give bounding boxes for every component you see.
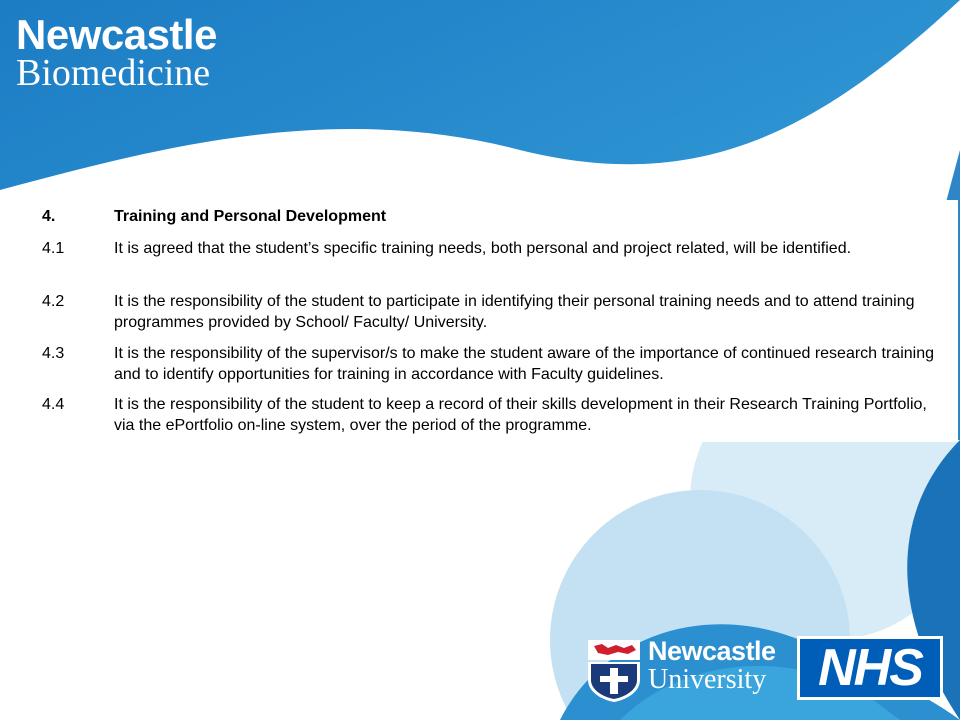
clause-number: 4.1 <box>42 240 65 257</box>
clause-number: 4.4 <box>42 396 65 413</box>
nhs-logo-text: NHS <box>800 639 940 697</box>
clause-text: It is agreed that the student’s specific training needs, both personal and project related, will be identified. <box>114 240 852 257</box>
content-panel <box>38 200 958 442</box>
nhs-logo <box>797 636 943 700</box>
brand-line-2: Biomedicine <box>16 52 211 94</box>
clause-number: 4.2 <box>42 293 65 310</box>
brand-line-1: Newcastle <box>16 11 217 58</box>
university-line-2: University <box>648 664 767 695</box>
section-number: 4. <box>42 208 56 225</box>
section-title: Training and Personal Development <box>114 208 387 225</box>
clause-text: It is the responsibility of the student to keep a record of their skills development in their Research Training Portfolio, via the ePortfolio on-line system, over the period of the programme. <box>114 396 927 434</box>
clause-text: It is the responsibility of the supervisor/s to make the student aware of the importance of continued research training and to identify opportunities for training in accordance with Faculty guidelines. <box>114 345 934 383</box>
clause-number: 4.3 <box>42 345 65 362</box>
university-line-1: Newcastle <box>648 636 776 666</box>
clause-text: It is the responsibility of the student to participate in identifying their personal training needs and to attend training programmes provided by School/ Faculty/ University. <box>114 293 915 331</box>
brand-wordmark <box>16 12 217 92</box>
university-wordmark <box>648 636 776 694</box>
partner-logos <box>586 636 946 702</box>
university-crest-icon <box>588 640 640 702</box>
